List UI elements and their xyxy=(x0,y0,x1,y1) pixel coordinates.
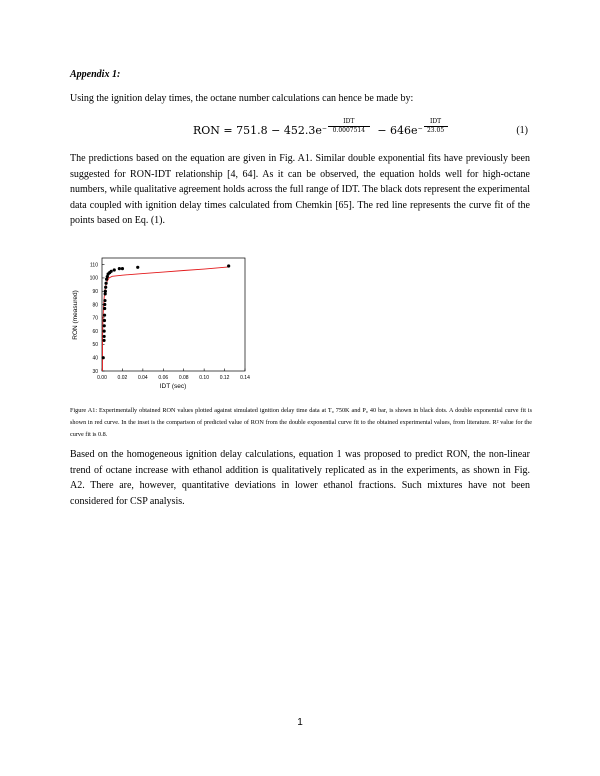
equation-lhs: RON = 751.8 − 452.3e xyxy=(193,124,322,137)
equation-1 xyxy=(70,112,530,146)
data-point xyxy=(121,267,124,270)
equation-expression xyxy=(193,118,454,137)
exponent-2-sign: − xyxy=(417,125,423,132)
equation-number: (1) xyxy=(516,125,528,136)
data-point xyxy=(103,335,106,338)
x-tick-label: 0.08 xyxy=(178,375,189,381)
exponent-1-numerator: IDT xyxy=(343,118,355,125)
appendix-heading: Appendix 1: xyxy=(70,69,121,80)
data-point xyxy=(227,264,230,267)
page-number: 1 xyxy=(297,717,303,728)
exponent-2-denominator: 23.05 xyxy=(424,126,448,134)
exponent-1-denominator: 0.0007514 xyxy=(328,126,370,134)
data-point xyxy=(136,266,139,269)
points-layer xyxy=(102,264,231,359)
data-point xyxy=(103,324,106,327)
data-point xyxy=(102,339,105,342)
figure-caption: Figure A1: Experimentally obtained RON values plotted against simulated ignition delay time data at T₀ 750K and P₀ 40 bar, is shown in black dots. A double exponential curve fit is shown in red curve. In the inset is the comparison of predicted value of RON from the double exponential curve fit to the obtained experimental values, from literature. R² value for the curve fit is 0.8. xyxy=(70,407,532,438)
y-axis-label: RON (measured) xyxy=(72,290,79,340)
data-point xyxy=(102,356,105,359)
x-tick-label: 0.10 xyxy=(199,375,210,381)
x-tick-label: 0.14 xyxy=(240,375,250,381)
y-tick-label: 110 xyxy=(90,262,98,269)
x-axis xyxy=(97,369,250,382)
y-tick-label: 100 xyxy=(89,275,98,282)
data-point xyxy=(104,282,107,285)
data-point xyxy=(103,330,106,333)
y-tick-label: 50 xyxy=(92,342,98,349)
x-axis-label: IDT (sec) xyxy=(159,383,187,390)
equation-middle: − 646e xyxy=(373,124,418,137)
y-tick-label: 30 xyxy=(92,368,98,375)
data-point xyxy=(104,290,107,293)
y-tick-label: 40 xyxy=(92,355,98,362)
y-tick-label: 90 xyxy=(92,289,98,296)
x-tick-label: 0.00 xyxy=(97,375,107,381)
data-point xyxy=(103,299,106,302)
data-point xyxy=(103,314,106,317)
y-tick-label: 60 xyxy=(92,328,98,335)
conclusion-paragraph: Based on the homogeneous ignition delay calculations, equation 1 was proposed to predict RON, the non-linear trend of octane increase with ethanol addition is qualitatively replicated as in the experiments, as shown in Fig. A2. There are, however, quantitative deviations in lower ethanol fractions. Such mixtures have not been considered for CSP analysis. xyxy=(70,449,530,507)
x-tick-label: 0.06 xyxy=(158,375,169,381)
x-tick-label: 0.04 xyxy=(137,375,148,381)
data-point xyxy=(118,267,121,270)
data-point xyxy=(104,286,107,289)
y-tick-label: 80 xyxy=(92,302,98,309)
exponent-1-sign: − xyxy=(321,125,327,132)
results-paragraph: The predictions based on the equation are given in Fig. A1. Similar double exponential fits have previously been suggested for RON-IDT relationship [4, 64]. As it can be observed, the equation holds well for high-octane numbers, while qualitative agreement holds across the full range of IDT. The black dots represent the experimental data coupled with ignition delay times calculated from Chemkin [65]. The red line represents the curve fit of the points based on Eq. (1). xyxy=(70,153,530,226)
x-tick-label: 0.02 xyxy=(117,375,128,381)
x-tick-label: 0.12 xyxy=(219,375,230,381)
data-point xyxy=(113,268,116,271)
data-point xyxy=(103,307,106,310)
data-point xyxy=(103,319,106,322)
y-tick-label: 70 xyxy=(92,315,98,322)
intro-paragraph: Using the ignition delay times, the octane number calculations can hence be made by: xyxy=(70,93,414,104)
data-point xyxy=(103,303,106,306)
data-point xyxy=(110,270,113,273)
ron-vs-idt-chart xyxy=(70,250,260,400)
exponent-2-numerator: IDT xyxy=(429,118,442,125)
